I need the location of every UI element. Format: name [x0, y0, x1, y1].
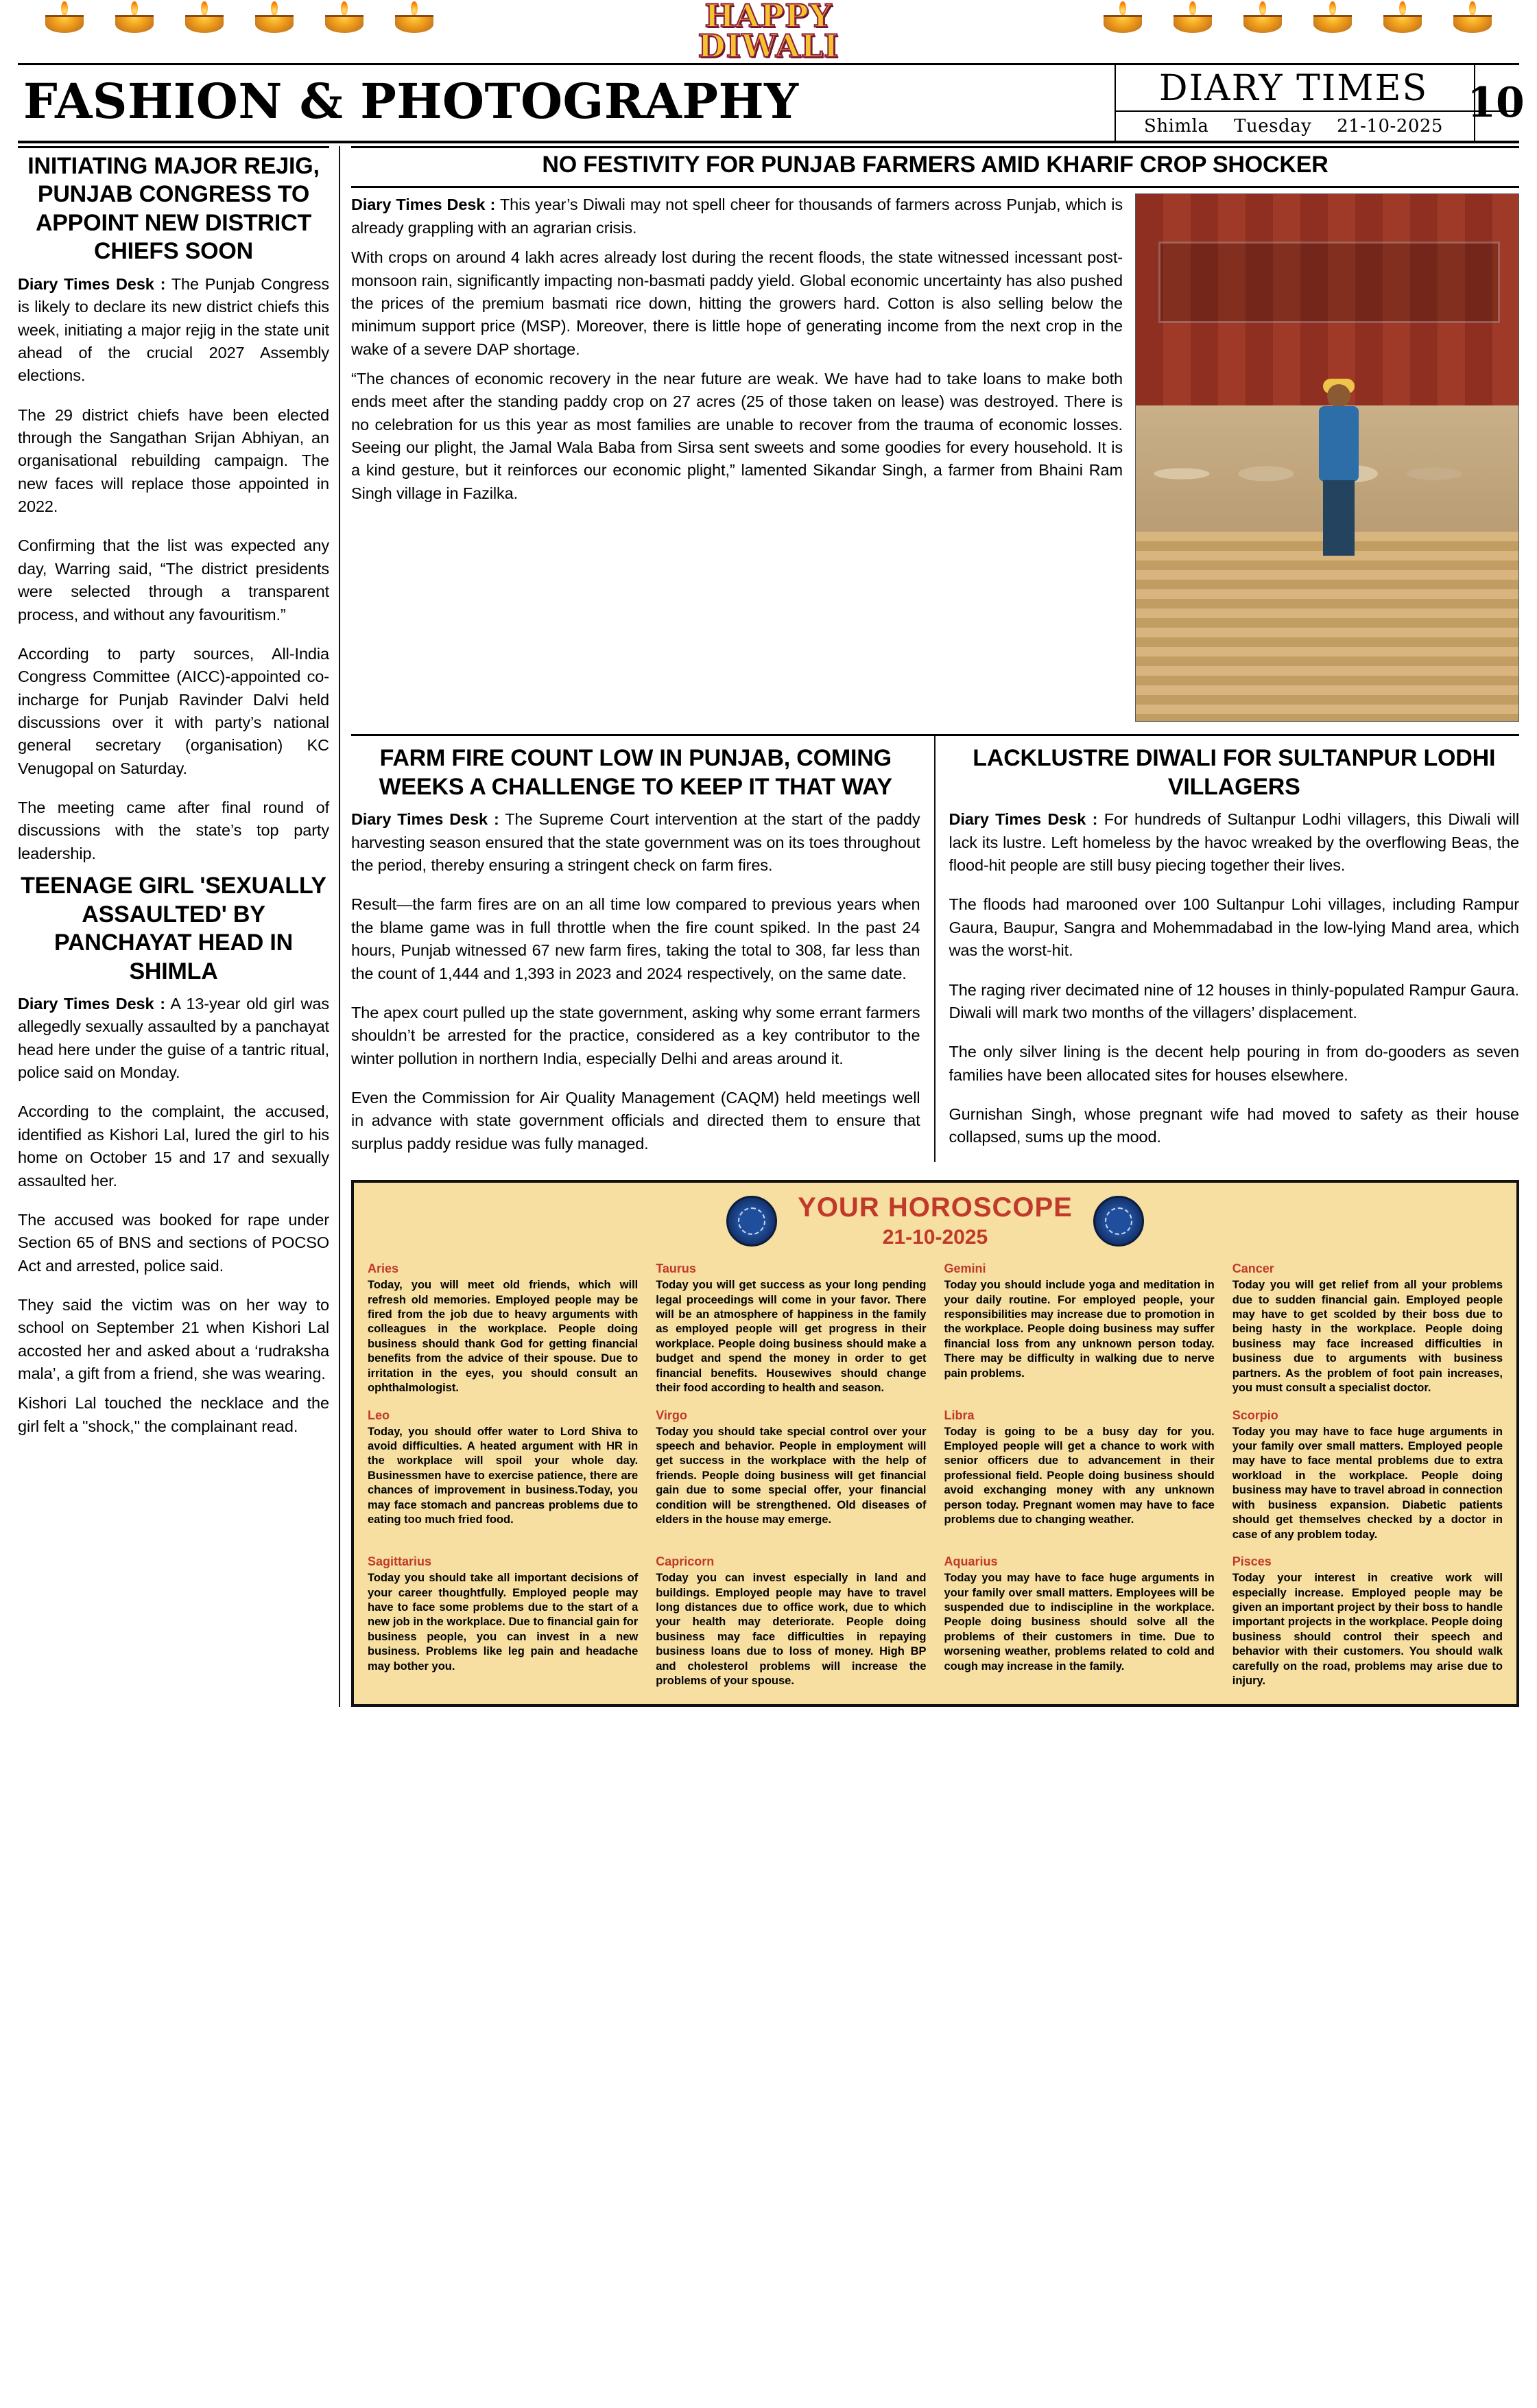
left-story2-text-0: A 13-year old girl was allegedly sexually assaulted by a panchayat head here under the guise of a tantric ritual, police said on Monday.: [18, 995, 329, 1082]
lead-para-0: [351, 193, 1123, 239]
band2-left-story: [351, 736, 936, 1162]
zodiac-wheel-icon: [726, 1196, 777, 1247]
left-story1-para-4: The meeting came after final round of discussions with the state’s top party leadership.: [18, 799, 329, 862]
diya-lamp-icon: [1313, 1, 1352, 33]
lead-para-2: “The chances of economic recovery in the near future are weak. We have had to take loans to make both ends meet after the standing paddy crop on 27 acres (25 of those taken on lease) was destroyed. There is no celebration for us this year as most families are unable to recover from the trauma of economic losses. Seeing our plight, the Jamal Wala Baba from Sirsa sent sweets and some goodies for every household. It is a kind gesture, but it reinforces our economic plight,” lamented Sikandar Singh, a farmer from Bhaini Ram Singh village in Fazilka.: [351, 369, 1123, 502]
diya-row-right: [1104, 0, 1492, 33]
band2-right-story: [936, 736, 1520, 1162]
left-story1-para-1: The 29 district chiefs have been elected through the Sangathan Srijan Abhiyan, an organisational rebuilding campaign. The new faces will replace those appointed in 2022.: [18, 405, 329, 516]
band2-left-headline: FARM FIRE COUNT LOW IN PUNJAB, COMING WEEKS A CHALLENGE TO KEEP IT THAT WAY: [379, 745, 892, 800]
horoscope-date: 21-10-2025: [882, 1226, 988, 1249]
band2-left-para-2: The apex court pulled up the state government, asking why some errant farmers shouldn’t be arrested for the practice, considered as a key contributor to the winter pollution in northern India, especially Delhi and areas around it.: [351, 1003, 920, 1067]
lead-text-0: This year’s Diwali may not spell cheer for thousands of farmers across Punjab, which is already grappling with an agrarian crisis.: [351, 196, 1123, 237]
horoscope-title-block: [798, 1192, 1073, 1249]
diya-lamp-icon: [45, 1, 84, 33]
diya-lamp-icon: [1453, 1, 1492, 33]
band2-right-para-2: The raging river decimated nine of 12 houses in thinly-populated Rampur Gaura. Diwali will mark two months of the villagers’ displacement.: [949, 980, 1519, 1022]
left-story1-para-3: According to party sources, All-India Congress Committee (AICC)-appointed co-incharge for Punjab Ravinder Dalvi held discussions over it with party’s national general secretary (organisation) KC Venugopal on Saturday.: [18, 644, 329, 777]
left-story1-headline: INITIATING MAJOR REJIG, PUNJAB CONGRESS TO APPOINT NEW DISTRICT CHIEFS SOON: [27, 153, 320, 265]
band2-right-para-1: The floods had marooned over 100 Sultanpur Lohi villages, including Rampur Gaura, Baupur, Sangra and Mohemmadabad in the low-lying Mand area, which was the worst-hit.: [949, 895, 1519, 960]
left-story1-para-2: Confirming that the list was expected any day, Warring said, “The district presidents were selected through a transparent process, and without any favouritism.”: [18, 536, 329, 624]
horoscope-sign-aquarius: [944, 1555, 1215, 1689]
band2-right-para-3: The only silver lining is the decent help pouring in from do-gooders as seven families have been allocated sites for houses elsewhere.: [949, 1043, 1519, 1084]
left-story1-para-0: [18, 273, 329, 388]
sign-text: Today you may have to face huge arguments in your family over small matters. Employees will be suspended due to indiscipline in the workplace. People doing business should solve all the problems of their customers in time. Due to worsening weather, problems related to cold and cough may increase in the family.: [944, 1572, 1215, 1673]
sign-name: Aquarius: [944, 1555, 998, 1569]
right-column: [340, 146, 1519, 1707]
sign-name: Virgo: [656, 1408, 687, 1422]
masthead-brand-block: [1115, 65, 1525, 141]
section-title: FASHION & PHOTOGRAPHY: [23, 72, 799, 130]
horoscope-sign-leo: [368, 1408, 638, 1543]
desk-label: Diary Times Desk :: [949, 810, 1098, 829]
diwali-banner: [18, 0, 1519, 63]
lead-story-text: [351, 193, 1123, 722]
horoscope-sign-virgo: [656, 1408, 926, 1543]
sign-name: Pisces: [1232, 1555, 1272, 1569]
left-story1-text-0: The Punjab Congress is likely to declare its new district chiefs this week, initiating a major rejig in the state unit ahead of the crucial 2027 Assembly elections.: [18, 274, 330, 385]
sign-text: Today you may have to face huge arguments in your family over small matters. Employed people may have to face mental problems due to extra workload in the workplace. People doing business may have to travel abroad in connection with business expansion. Diabetic patients should get themselves checked by a doctor in case of any problem today.: [1232, 1425, 1503, 1541]
band2-left-para-3: Even the Commission for Air Quality Management (CAQM) held meetings well in advance with state government officials and directed them to ensure that surplus paddy residue was fully managed.: [351, 1089, 920, 1153]
left-story2-headline: TEENAGE GIRL 'SEXUALLY ASSAULTED' BY PANCHAYAT HEAD IN SHIMLA: [21, 873, 326, 984]
horoscope-title: YOUR HOROSCOPE: [798, 1192, 1073, 1223]
lead-headline: NO FESTIVITY FOR PUNJAB FARMERS AMID KHARIF CROP SHOCKER: [542, 152, 1329, 178]
sign-name: Leo: [368, 1408, 390, 1422]
diwali-greeting-line2: DIWALI: [698, 27, 839, 64]
horoscope-sign-libra: [944, 1408, 1215, 1543]
desk-label: Diary Times Desk :: [351, 196, 496, 214]
sign-text: Today you should take all important decisions of your career thoughtfully. Employed people may have to face some problems due to the start of a new job in the workplace. Due to financial gain for business people, you can invest in a new business. Problems like leg pain and headache may bother you.: [368, 1572, 639, 1673]
desk-label: Diary Times Desk :: [18, 995, 165, 1013]
horoscope-sign-cancer: [1232, 1262, 1503, 1396]
dateline-city: Shimla: [1144, 116, 1209, 137]
band2-left-para-1: Result—the farm fires are on an all time low compared to previous years when the blame game was in full throttle when the fire count spiked. In the past 24 hours, Punjab witnessed 67 new farm fires, taking the total to 308, far less than the count of 1,444 and 1,393 in 2023 and 2024 respectively, on the same date.: [351, 895, 920, 982]
diya-lamp-icon: [1243, 1, 1282, 33]
sign-name: Aries: [368, 1262, 399, 1276]
sign-text: Today you should include yoga and meditation in your daily routine. For employed people, your responsibilities may increase due to promotion in the workplace. People doing business may suffer financial loss from any unknown person today. There may be difficulty in walking due to nerve pain problems.: [944, 1279, 1215, 1380]
left-story2-para-0: [18, 993, 329, 1084]
dateline-date: 21-10-2025: [1337, 116, 1443, 137]
happy-diwali-logo: [698, 0, 839, 64]
band2-left-para-0: [351, 808, 920, 877]
left-story2-para-3: They said the victim was on her way to school on September 21 when Kishori Lal accosted her and asked about a ‘rudraksha mala’, a gift from a friend, she was wearing.: [18, 1295, 329, 1383]
sign-name: Capricorn: [656, 1555, 715, 1569]
farmer-figure: [1312, 384, 1366, 556]
sign-text: Today your interest in creative work will especially increase. Employed people may be given an important project by their boss to handle important projects in the workplace. People doing business should control their speech and behavior with their customers. You should walk carefully on the road, problems may arise due to injury.: [1232, 1572, 1503, 1688]
dateline-day: Tuesday: [1234, 116, 1312, 137]
horoscope-sign-gemini: [944, 1262, 1215, 1396]
diya-lamp-icon: [325, 1, 364, 33]
band2-right-para-0: [949, 808, 1520, 877]
sign-text: Today, you will meet old friends, which will refresh old memories. Employed people may be fired from the job due to heavy arguments with colleagues in the workplace. People doing business should thank God for getting financial benefits from the advice of their spouse. Due to irritation in the eyes, you should consult an ophthalmologist.: [368, 1279, 639, 1395]
horoscope-sign-capricorn: [656, 1555, 926, 1689]
left-story2-para-1: According to the complaint, the accused, identified as Kishori Lal, lured the girl to his home on October 15 and 17 and sexually assaulted her.: [18, 1102, 329, 1190]
desk-label: Diary Times Desk :: [351, 810, 499, 829]
diya-lamp-icon: [1383, 1, 1422, 33]
sign-name: Taurus: [656, 1262, 696, 1276]
sign-text: Today you will get relief from all your problems due to sudden financial gain. Employed people may have to get scolded by their boss due to being hasty in the workplace. People doing business may face increased difficulties in business due to arguments with business partners. As the problem of foot pain increases, you must consult a specialist doctor.: [1232, 1279, 1503, 1395]
diya-lamp-icon: [395, 1, 433, 33]
masthead: [18, 63, 1525, 143]
diwali-greeting-line1: HAPPY: [704, 0, 833, 34]
band2-right-para-4: Gurnishan Singh, whose pregnant wife had moved to safety as their house collapsed, sums up the mood.: [949, 1105, 1519, 1146]
horoscope-sign-pisces: [1232, 1555, 1503, 1689]
page-body: [18, 146, 1519, 1707]
left-story2-para-4: Kishori Lal touched the necklace and the girl felt a "shock," the complainant read.: [18, 1394, 329, 1435]
horoscope-sign-scorpio: [1232, 1408, 1503, 1543]
divider: [351, 146, 1519, 148]
masthead-section: [18, 65, 1115, 141]
horoscope-sign-taurus: [656, 1262, 926, 1396]
diya-lamp-icon: [185, 1, 224, 33]
sign-name: Libra: [944, 1408, 975, 1422]
horoscope-sign-aries: [368, 1262, 638, 1396]
brand-name: DIARY TIMES: [1116, 65, 1519, 112]
band2-left-text-0: The Supreme Court intervention at the start of the paddy harvesting season ensured that the state government was on its toes throughout the period, thereby ensuring a stringent check on farm fires.: [351, 810, 920, 875]
horoscope-grid: [368, 1262, 1503, 1689]
left-story2-para-2: The accused was booked for rape under Section 65 of BNS and sections of POCSO Act and arrested, police said.: [18, 1210, 329, 1275]
left-column: [18, 146, 340, 1707]
horoscope-panel: [351, 1180, 1519, 1707]
lead-story: [351, 186, 1519, 722]
lead-photo: [1135, 193, 1519, 722]
diya-lamp-icon: [1104, 1, 1142, 33]
sign-name: Scorpio: [1232, 1408, 1278, 1422]
desk-label: Diary Times Desk :: [18, 274, 166, 293]
sign-text: Today you can invest especially in land and buildings. Employed people may have to travel long distances due to office work, due to which your health may deteriorate. People doing business may face difficulties in repaying business loans due to loss of money. High BP and cholesterol problems will increase the problems of your spouse.: [656, 1572, 927, 1688]
page-number: 10: [1474, 65, 1516, 141]
sign-text: Today, you should offer water to Lord Shiva to avoid difficulties. A heated argument with HR in the workplace will spoil your whole day. Businessmen have to exercise patience, there are chances of improvement in business.Today, you may face stomach and pancreas problems due to eating too much fried food.: [368, 1425, 639, 1526]
sign-name: Sagittarius: [368, 1555, 432, 1569]
sign-text: Today you will get success as your long pending legal proceedings will come in your favor. There will be an atmosphere of happiness in the family as employed people will get progress in their workplace. People doing business should make a budget and spend the money in order to get financial benefits. Housewives should change their food according to health and season.: [656, 1279, 927, 1395]
horoscope-sign-sagittarius: [368, 1555, 638, 1689]
sign-text: Today you should take special control over your speech and behavior. People in employment will get success in the workplace with the help of friends. People doing business will get financial gain due to some special offer, your financial condition will be strengthened. Old diseases of elders in the house may emerge.: [656, 1425, 927, 1526]
horoscope-header: [368, 1192, 1503, 1249]
lead-para-1: With crops on around 4 lakh acres already lost during the recent floods, the state witnessed incessant post-monsoon rain, significantly impacting non-basmati paddy yield. Global economic uncertainty has also pushed the prices of the premium basmati rice down, hitting the growers hard. Cotton is also selling below the minimum support price (MSP). Moreover, there is little hope of generating income from the next crop in the wake of a severe DAP shortage.: [351, 248, 1123, 358]
zodiac-wheel-icon: [1093, 1196, 1144, 1247]
diya-row-left: [45, 0, 433, 33]
diya-lamp-icon: [115, 1, 154, 33]
dateline: [1116, 112, 1519, 141]
sign-text: Today is going to be a busy day for you. Employed people will get a chance to work with senior officers due to advancement in their professional field. People doing business should avoid exchanging money with any unknown person today. Pregnant women may have to face problems due to changing weather.: [944, 1425, 1215, 1526]
divider: [18, 146, 329, 148]
band2-right-text-0: For hundreds of Sultanpur Lodhi villagers, this Diwali will lack its lustre. Left homeless by the havoc wreaked by the overflowing Beas, the flood-hit people are still busy piecing together their lives.: [949, 810, 1519, 875]
band2-right-headline: LACKLUSTRE DIWALI FOR SULTANPUR LODHI VILLAGERS: [973, 745, 1496, 800]
sign-name: Cancer: [1232, 1262, 1274, 1276]
second-band: [351, 734, 1519, 1162]
diya-lamp-icon: [255, 1, 294, 33]
diya-lamp-icon: [1173, 1, 1212, 33]
sign-name: Gemini: [944, 1262, 986, 1276]
